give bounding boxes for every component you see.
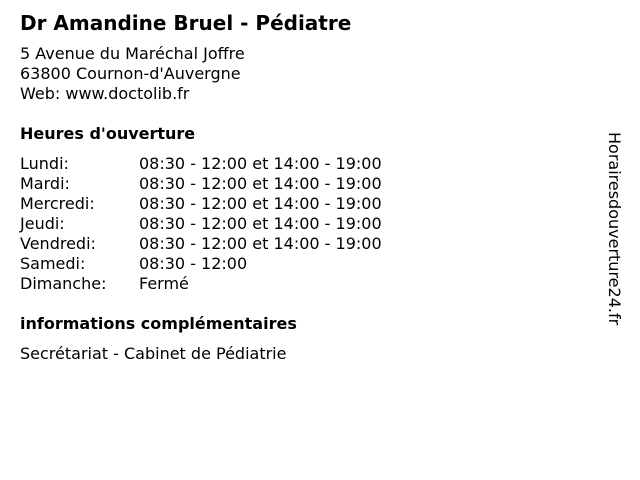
day-label: Mercredi: [20,194,95,213]
address-web: Web: www.doctolib.fr [20,84,190,103]
hours-row-vendredi [20,234,382,254]
day-hours: 08:30 - 12:00 et 14:00 - 19:00 [139,174,382,193]
hours-row-lundi [20,154,382,174]
day-hours: 08:30 - 12:00 et 14:00 - 19:00 [139,154,382,173]
day-hours: 08:30 - 12:00 et 14:00 - 19:00 [139,194,382,213]
address-street: 5 Avenue du Maréchal Joffre [20,44,245,63]
hours-row-mercredi [20,194,382,214]
address-city: 63800 Cournon-d'Auvergne [20,64,241,83]
day-label: Jeudi: [20,214,65,233]
day-label: Dimanche: [20,274,107,293]
additional-info-heading: informations complémentaires [20,314,297,333]
hours-row-dimanche [20,274,382,294]
hours-row-samedi [20,254,382,274]
site-watermark: Horairesdouverture24.fr [605,132,624,326]
day-label: Mardi: [20,174,70,193]
day-hours: 08:30 - 12:00 et 14:00 - 19:00 [139,234,382,253]
page-title: Dr Amandine Bruel - Pédiatre [20,11,352,35]
hours-row-mardi [20,174,382,194]
opening-hours-heading: Heures d'ouverture [20,124,196,143]
hours-row-jeudi [20,214,382,234]
day-hours: 08:30 - 12:00 [139,254,248,273]
additional-info-text: Secrétariat - Cabinet de Pédiatrie [20,344,287,363]
day-hours: Fermé [139,274,189,293]
opening-hours-table [20,154,382,294]
day-label: Vendredi: [20,234,96,253]
day-label: Lundi: [20,154,69,173]
day-label: Samedi: [20,254,86,273]
address-block [20,44,245,104]
day-hours: 08:30 - 12:00 et 14:00 - 19:00 [139,214,382,233]
